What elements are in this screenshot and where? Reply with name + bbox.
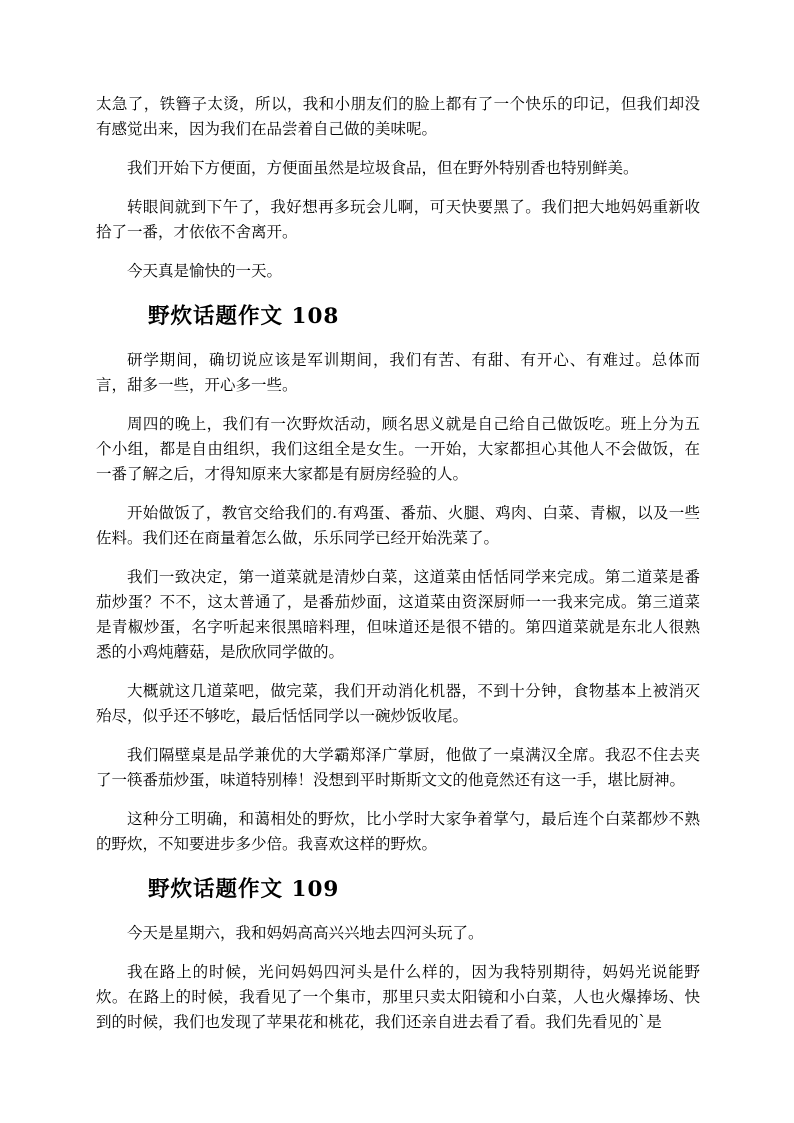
paragraph: 太急了，铁簪子太烫，所以，我和小朋友们的脸上都有了一个快乐的印记，但我们却没有感觉出来，因为我们在品尝着自己做的美味呢。: [96, 95, 700, 138]
paragraph: 我在路上的时候，光问妈妈四河头是什么样的，因为我特别期待，妈妈光说能野炊。在路上的时候，我看见了一个集市，那里只卖太阳镜和小白菜，人也火爆捧场、快到的时候，我们也发现了苹果花和桃花，我们还亲自进去看了看。我们先看见的`是: [96, 963, 700, 1031]
paragraph: 我们一致决定，第一道菜就是清炒白菜，这道菜由恬恬同学来完成。第二道菜是番茄炒蛋？不不，这太普通了，是番茄炒面，这道菜由资深厨师一一我来完成。第三道菜是青椒炒蛋，名字听起来很黑暗料理，但味道还是很不错的。第四道菜就是东北人很熟悉的小鸡炖蘑菇，是欣欣同学做的。: [96, 568, 700, 661]
section-heading-109: 野炊话题作文 109: [148, 877, 340, 902]
paragraph: 我们隔壁桌是品学兼优的大学霸郑泽广掌厨，他做了一桌满汉全席。我忍不住去夹了一筷番茄炒蛋，味道特别棒！没想到平时斯斯文文的他竟然还有这一手，堪比厨神。: [96, 746, 700, 789]
paragraph: 开始做饭了，教官交给我们的.有鸡蛋、番茄、火腿、鸡肉、白菜、青椒，以及一些佐料。我们还在商量着怎么做，乐乐同学已经开始洗菜了。: [96, 504, 700, 547]
paragraph: 我们开始下方便面，方便面虽然是垃圾食品，但在野外特别香也特别鲜美。: [127, 159, 639, 177]
paragraph: 转眼间就到下午了，我好想再多玩会儿啊，可天快要黑了。我们把大地妈妈重新收拾了一番，才依依不舍离开。: [96, 198, 700, 241]
paragraph: 今天真是愉快的一天。: [127, 262, 283, 280]
paragraph: 今天是星期六，我和妈妈高高兴兴地去四河头玩了。: [127, 924, 484, 942]
document-page: [96, 92, 700, 1035]
paragraph: 研学期间，确切说应该是军训期间，我们有苦、有甜、有开心、有难过。总体而言，甜多一些，开心多一些。: [96, 351, 700, 394]
section-heading-108: 野炊话题作文 108: [148, 304, 340, 329]
paragraph: 大概就这几道菜吧，做完菜，我们开动消化机器，不到十分钟，食物基本上被消灭殆尽，似乎还不够吃，最后恬恬同学以一碗炒饭收尾。: [96, 682, 700, 725]
paragraph: 周四的晚上，我们有一次野炊活动，顾名思义就是自己给自己做饭吃。班上分为五个小组，都是自由组织，我们这组全是女生。一开始，大家都担心其他人不会做饭，在一番了解之后，才得知原来大家都是有厨房经验的人。: [96, 415, 700, 483]
paragraph: 这种分工明确，和蔼相处的野炊，比小学时大家争着掌勺，最后连个白菜都炒不熟的野炊，不知要进步多少倍。我喜欢这样的野炊。: [96, 810, 700, 853]
